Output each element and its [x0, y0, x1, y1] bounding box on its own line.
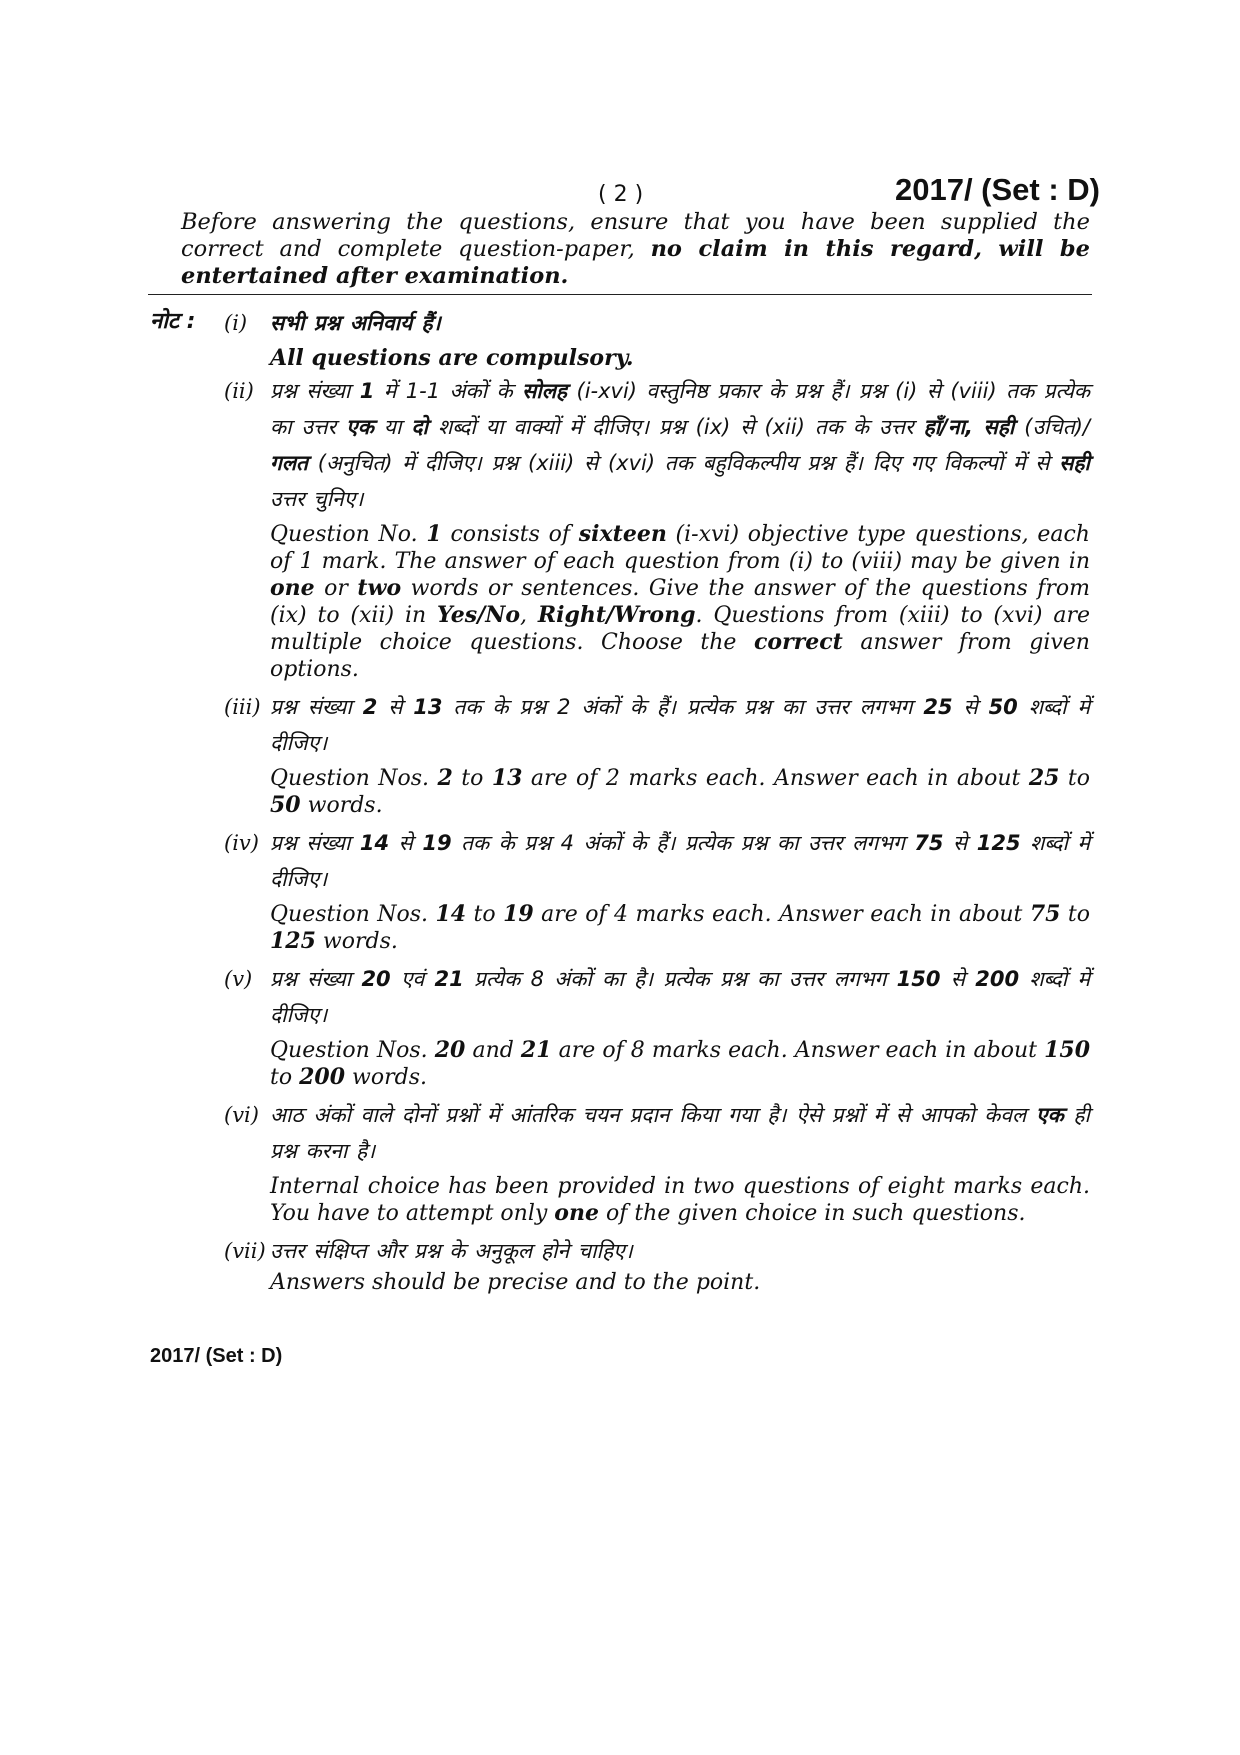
bold-run: 200 — [975, 967, 1020, 991]
bold-run: 20 — [434, 1037, 466, 1063]
text-run: उत्तर चुनिए। — [270, 487, 364, 511]
set-code-header: 2017/ (Set : D) — [894, 172, 1100, 207]
text-run: से — [940, 967, 976, 991]
text-run: प्रत्येक 8 अंकों का है। प्रत्येक प्रश्न का उत्तर लगभग — [463, 967, 897, 991]
text-run: Internal choice has been provided in two questions of eight marks each. You have to attempt only — [270, 1174, 1090, 1226]
note-item-1 — [224, 305, 1090, 373]
bold-run: दो — [411, 415, 428, 439]
text-run: तक के प्रश्न 4 अंकों के हैं। प्रत्येक प्रश्न का उत्तर लगभग — [451, 831, 915, 855]
set-code-footer: 2017/ (Set : D) — [150, 1345, 283, 1367]
bold-run: 14 — [359, 831, 390, 855]
bold-run: two — [357, 575, 402, 601]
text-run: प्रश्न संख्या — [270, 967, 362, 991]
note-hindi — [270, 689, 1090, 761]
bold-run: 13 — [413, 695, 443, 719]
note-number: (i) — [224, 311, 248, 335]
note-number: (vii) — [224, 1239, 266, 1263]
note-item-7 — [224, 1233, 1090, 1296]
bold-run: 19 — [422, 831, 452, 855]
bold-run: 75 — [1029, 901, 1061, 927]
bold-run: sixteen — [578, 521, 667, 547]
text-run: से — [389, 831, 423, 855]
note-number: (ii) — [224, 379, 254, 403]
note-item-4 — [224, 825, 1090, 961]
bold-run: 25 — [923, 695, 953, 719]
bold-run: Right/Wrong — [537, 602, 696, 628]
note-number: (iv) — [224, 831, 259, 855]
intro-bold-text: no claim in this regard, will be entertained after examination. — [181, 236, 1090, 289]
bold-run: 125 — [976, 831, 1021, 855]
text-run: words. — [315, 929, 398, 954]
text-run: words. — [300, 793, 383, 818]
notes-list — [224, 305, 1090, 1296]
text-run: consists of — [441, 522, 579, 547]
text-run: तक के प्रश्न 2 अंकों के हैं। प्रत्येक प्रश्न का उत्तर लगभग — [442, 695, 924, 719]
text-run: Question Nos. — [270, 902, 436, 927]
text-run: प्रश्न संख्या — [270, 695, 363, 719]
text-run: शब्दों में दीजिए। — [270, 695, 1091, 755]
text-run: to — [1060, 902, 1090, 927]
note-english — [270, 1173, 1090, 1227]
bold-run: एक — [1035, 1103, 1064, 1127]
intro-text: Before answering the questions, ensure that you have been supplied the correct and complete question-paper, — [181, 209, 1090, 262]
text-run: answer from given options. — [270, 630, 1090, 682]
text-run: ही प्रश्न करना है। — [270, 1103, 1090, 1163]
text-run: (अनुचित) में दीजिए। प्रश्न (xiii) से (xvi) तक बहुविकल्पीय प्रश्न हैं। दिए गए विकल्पों में से — [308, 451, 1060, 475]
note-english: Answers should be precise and to the point. — [270, 1270, 761, 1295]
text-run: . Questions from (xiii) to (xvi) are multiple choice questions. Choose the — [270, 603, 1090, 655]
text-run: (उचित)/ — [1014, 415, 1090, 439]
text-run: , — [520, 603, 538, 628]
text-run: to — [452, 766, 492, 791]
note-number: (iii) — [224, 695, 261, 719]
bold-run: 1 — [426, 521, 442, 547]
note-number: (vi) — [224, 1103, 259, 1127]
text-run: are of 2 marks each. Answer each in about — [522, 766, 1029, 791]
text-run: शब्दों में दीजिए। — [270, 967, 1091, 1027]
text-run: से — [952, 695, 989, 719]
note-hindi — [270, 1097, 1090, 1169]
note-hindi — [270, 305, 1090, 341]
text-run: आठ अंकों वाले दोनों प्रश्नों में आंतरिक चयन प्रदान किया गया है। ऐसे प्रश्नों में से आपको केवल — [270, 1103, 1036, 1127]
bold-run: सही — [1059, 451, 1090, 475]
text-run: से — [943, 831, 977, 855]
note-english — [270, 521, 1090, 683]
bold-run: 75 — [914, 831, 944, 855]
note-item-3 — [224, 689, 1090, 825]
text-run: (i-xvi) objective type questions, each of 1 mark. The answer of each question from (i) to (viii) may be given in — [270, 522, 1090, 574]
bold-run: 21 — [434, 967, 464, 991]
note-item-6 — [224, 1097, 1090, 1233]
bold-run: हाँ/ना, सही — [923, 415, 1015, 439]
note-hindi — [270, 373, 1090, 517]
text-run: Question Nos. — [270, 766, 438, 791]
note-english: All questions are compulsory. — [270, 345, 634, 371]
text-run: Question Nos. — [270, 1038, 435, 1063]
note-english — [270, 901, 1090, 955]
text-run: प्रश्न संख्या — [270, 831, 360, 855]
page-number: ( 2 ) — [598, 182, 644, 207]
text-run: Question No. — [270, 522, 427, 547]
header-divider — [148, 294, 1092, 295]
text-run: are of 4 marks each. Answer each in about — [533, 902, 1030, 927]
text-run: to — [466, 902, 504, 927]
bold-run: one — [554, 1200, 599, 1226]
note-hindi: उत्तर संक्षिप्त और प्रश्न के अनुकूल होने चाहिए। — [270, 1239, 633, 1263]
bold-run: Yes/No — [437, 602, 521, 628]
text-run: एवं — [390, 967, 435, 991]
text-run: to — [270, 1065, 300, 1090]
bold-run: 2 — [362, 695, 378, 719]
bold-run: 50 — [270, 792, 301, 818]
bold-run: correct — [754, 629, 843, 655]
text-run: and — [465, 1038, 521, 1063]
bold-run: 25 — [1028, 765, 1060, 791]
text-run: से — [377, 695, 414, 719]
text-run: या — [373, 415, 412, 439]
text-run: words or sentences. Give the answer of the questions from (ix) to (xii) in — [270, 576, 1091, 628]
note-hindi — [270, 825, 1090, 897]
bold-run: 21 — [520, 1037, 552, 1063]
bold-run: 14 — [435, 901, 467, 927]
text-run: शब्दों या वाक्यों में दीजिए। प्रश्न (ix) से (xii) तक के उत्तर — [427, 415, 924, 439]
note-item-2 — [224, 373, 1090, 689]
bold-run: सोलह — [522, 379, 568, 403]
text-run: शब्दों में दीजिए। — [270, 831, 1091, 891]
text-run: are of 8 marks each. Answer each in about — [551, 1038, 1045, 1063]
bold-run: 50 — [988, 695, 1018, 719]
bold-run: 1 — [359, 379, 375, 403]
bold-run: 19 — [503, 901, 534, 927]
text-run: or — [314, 576, 358, 601]
note-number: (v) — [224, 967, 253, 991]
note-item-5 — [224, 961, 1090, 1097]
bold-run: एक — [346, 415, 374, 439]
bold-run: 150 — [896, 967, 941, 991]
intro-instruction — [181, 209, 1090, 290]
bold-run: 20 — [361, 967, 391, 991]
text-run: to — [1059, 766, 1090, 791]
note-hindi-text: सभी प्रश्न अनिवार्य हैं। — [270, 311, 441, 335]
text-run: प्रश्न संख्या — [270, 379, 360, 403]
text-run: में 1-1 अंकों के — [374, 379, 523, 403]
text-run: words. — [345, 1065, 427, 1090]
bold-run: 125 — [270, 928, 316, 954]
bold-run: 2 — [437, 765, 453, 791]
text-run: (i-xvi) वस्तुनिष्ठ प्रकार के प्रश्न हैं। प्रश्न (i) से (viii) तक प्रत्येक का उत्तर — [270, 379, 1090, 439]
bold-run: one — [270, 575, 315, 601]
bold-run: 200 — [299, 1064, 346, 1090]
bold-run: 13 — [491, 765, 523, 791]
bold-run: 150 — [1044, 1037, 1091, 1063]
bold-run: गलत — [270, 451, 309, 475]
note-label: नोट : — [150, 309, 196, 334]
note-english — [270, 765, 1090, 819]
note-hindi — [270, 961, 1090, 1033]
text-run: of the given choice in such questions. — [598, 1201, 1026, 1226]
note-english — [270, 1037, 1090, 1091]
